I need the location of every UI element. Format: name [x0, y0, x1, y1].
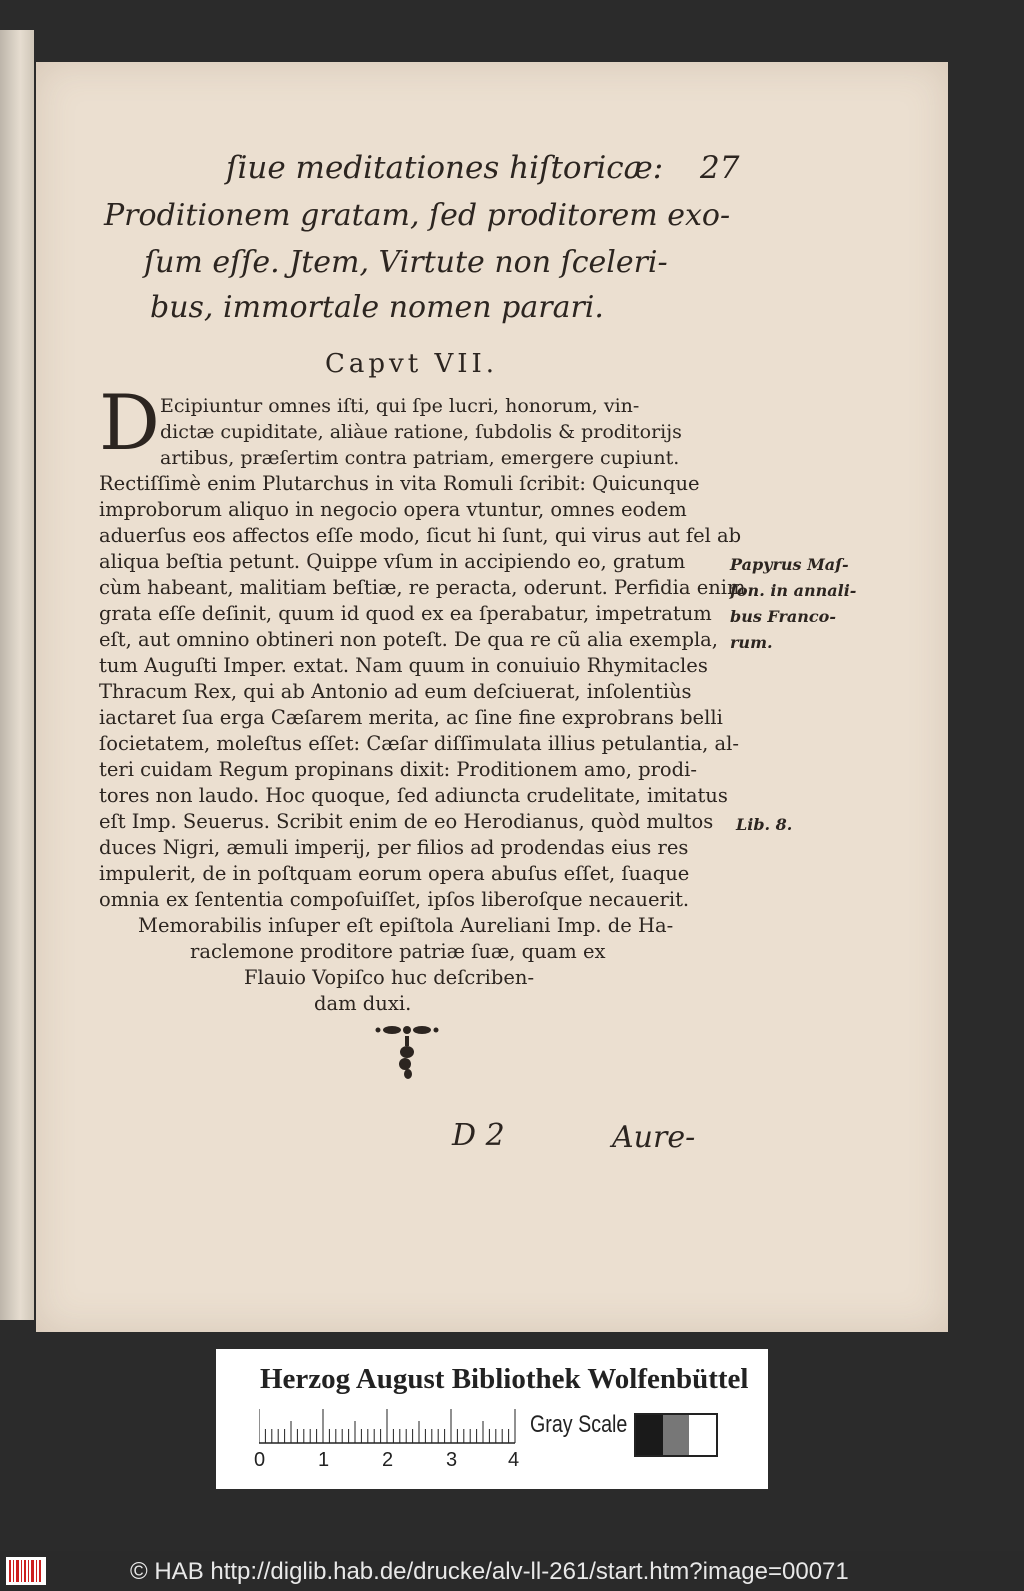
body-line: Rectiſſimè enim Plutarchus in vita Romuli ſcribit: Quicunque	[99, 472, 700, 495]
ruler-tick-label: 1	[318, 1449, 330, 1471]
signature-mark: D 2	[452, 1118, 505, 1153]
body-line: eſt Imp. Seuerus. Scribit enim de eo Herodianus, quòd multos	[99, 810, 714, 833]
ruler-icon	[259, 1409, 519, 1445]
closing-line: Flauio Vopiſco huc deſcriben-	[244, 966, 535, 989]
ruler-tick-label: 0	[254, 1449, 266, 1471]
adjacent-page-edge	[0, 30, 34, 1320]
body-line: tores non laudo. Hoc quoque, ſed adiuncta crudelitate, imitatus	[99, 784, 728, 807]
scale-card	[216, 1349, 768, 1489]
ruler-tick-label: 4	[508, 1449, 520, 1471]
ruler-tick-label: 3	[446, 1449, 458, 1471]
chapter-heading: Capvt VII.	[325, 349, 499, 379]
body-line: teri cuidam Regum propinans dixit: Proditionem amo, prodi-	[99, 758, 697, 781]
closing-line: dam duxi.	[314, 992, 412, 1015]
body-line: eſt, aut omnino obtineri non poteſt. De qua re cũ alia exempla,	[99, 628, 719, 651]
copyright-url[interactable]: © HAB http://diglib.hab.de/drucke/alv-ll-261/start.htm?image=00071	[130, 1558, 849, 1585]
margin-note-line: Papyrus Maſ-	[730, 555, 849, 574]
gray-scale-label: Gray Scale	[530, 1411, 628, 1438]
margin-note-lib: Lib. 8.	[736, 815, 793, 834]
margin-note-line: rum.	[730, 633, 773, 652]
body-line: cùm habeant, malitiam beſtiæ, re peracta, oderunt. Perfidia enim	[99, 576, 746, 599]
body-line: ſocietatem, moleſtus eſſet: Cæſar diſſimulata illius petulantia, al-	[99, 732, 739, 755]
running-head: ſiue meditationes hiſtoricæ:	[226, 150, 664, 186]
body-line: omnia ex ſententia compoſuiſſet, ipſos liberoſque necauerit.	[99, 888, 690, 911]
first-line-2: dictæ cupiditate, aliàue ratione, ſubdolis & proditorijs	[160, 421, 682, 443]
margin-note-line: bus Franco-	[730, 607, 836, 626]
heading-line-1: Proditionem gratam, ſed proditorem exo-	[104, 198, 731, 233]
body-line: duces Nigri, æmuli imperij, per filios ad prodendas eius res	[99, 836, 689, 859]
body-line: aliqua beſtia petunt. Quippe vſum in accipiendo eo, gratum	[99, 550, 686, 573]
closing-line: Memorabilis inſuper eſt epiſtola Aureliani Imp. de Ha-	[138, 914, 674, 937]
body-line: iactaret ſua erga Cæſarem merita, ac ſine fine exprobrans belli	[99, 706, 723, 729]
drop-cap: D	[99, 378, 160, 467]
body-line: improborum aliquo in negocio opera vtuntur, omnes eodem	[99, 498, 687, 521]
gray-scale-swatch	[634, 1413, 718, 1457]
library-title: Herzog August Bibliothek Wolfenbüttel	[260, 1363, 749, 1395]
first-line-3: artibus, præſertim contra patriam, emergere cupiunt.	[160, 447, 680, 469]
page-number: 27	[700, 150, 740, 186]
heading-line-2: ſum eſſe. Jtem, Virtute non ſceleri-	[144, 245, 668, 280]
catchword: Aure-	[612, 1120, 696, 1155]
ruler-tick-label: 2	[382, 1449, 394, 1471]
body-line: impulerit, de in poſtquam eorum opera abuſus eſſet, ſuaque	[99, 862, 690, 885]
body-line: Thracum Rex, qui ab Antonio ad eum deſciuerat, inſolentiùs	[99, 680, 692, 703]
margin-note-line: ſon. in annali-	[730, 581, 857, 600]
heading-line-3: bus, immortale nomen parari.	[150, 290, 604, 325]
footer-bar	[0, 1551, 1024, 1591]
body-line: tum Auguſti Imper. extat. Nam quum in conuiuio Rhymitacles	[99, 654, 708, 677]
body-line: grata eſſe deſinit, quum id quod ex ea ſperabatur, impetratum	[99, 602, 712, 625]
closing-line: raclemone proditore patriæ ſuæ, quam ex	[190, 940, 606, 963]
floral-ornament-icon	[372, 1018, 442, 1088]
first-line-1: Ecipiuntur omnes iſti, qui ſpe lucri, honorum, vin-	[160, 395, 640, 417]
barcode-icon	[6, 1557, 46, 1585]
body-line: aduerſus eos affectos eſſe modo, ſicut hi ſunt, qui virus aut fel ab	[99, 524, 742, 547]
